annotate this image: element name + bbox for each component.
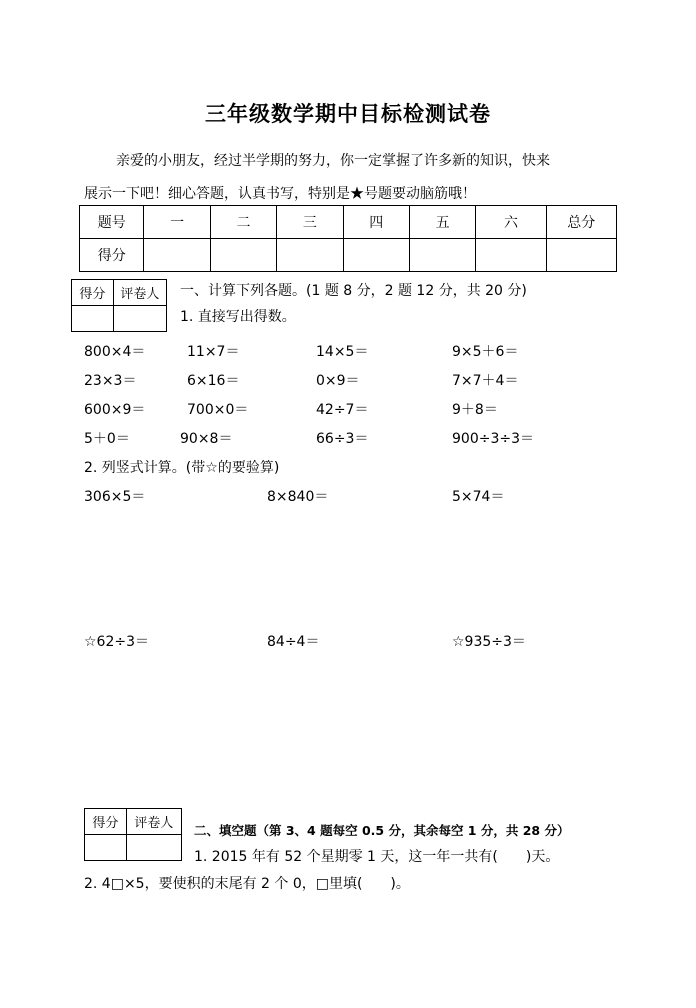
grader-score-label: 得分 [72, 280, 114, 306]
oral-problem: 66÷3＝ [316, 431, 369, 447]
grader-box-section-2 [84, 808, 182, 861]
section-2-q1: 1. 2015 年有 52 个星期零 1 天，这一年一共有( )天。 [194, 849, 560, 865]
intro-line-1: 亲爱的小朋友，经过半学期的努力，你一定掌握了许多新的知识，快来 [116, 153, 550, 169]
oral-problem: 6×16＝ [187, 373, 240, 389]
score-blank-cell[interactable] [210, 239, 276, 272]
score-blank-cell[interactable] [476, 239, 546, 272]
section-1-heading: 一、计算下列各题。(1 题 8 分，2 题 12 分，共 20 分) [180, 283, 527, 299]
score-table-cell: 六 [476, 206, 546, 239]
intro-line-2: 展示一下吧！细心答题，认真书写，特别是★号题要动脑筋哦！ [84, 186, 476, 202]
grader-score-label: 得分 [85, 809, 127, 835]
oral-problem: 600×9＝ [84, 402, 146, 418]
oral-problem: 0×9＝ [316, 373, 360, 389]
score-table-cell: 三 [277, 206, 343, 239]
score-blank-cell[interactable] [409, 239, 475, 272]
score-blank-cell[interactable] [277, 239, 343, 272]
grader-name-label: 评卷人 [113, 280, 166, 306]
score-table-cell: 题号 [80, 206, 144, 239]
grader-box-section-1 [71, 279, 167, 332]
oral-problem: 90×8＝ [180, 431, 233, 447]
score-table-cell: 二 [210, 206, 276, 239]
vertical-problem: ☆935÷3＝ [452, 634, 526, 650]
oral-problem: 42÷7＝ [316, 402, 369, 418]
page-title: 三年级数学期中目标检测试卷 [205, 102, 491, 126]
score-table-cell: 五 [409, 206, 475, 239]
grader-name-blank[interactable] [113, 306, 166, 332]
oral-problem: 9×5＋6＝ [452, 344, 519, 360]
oral-problem: 14×5＝ [316, 344, 369, 360]
score-table-cell: 得分 [80, 239, 144, 272]
grader-name-blank[interactable] [126, 835, 181, 861]
score-table-cell: 总分 [546, 206, 616, 239]
score-table-header-row [80, 206, 617, 239]
vertical-problem: 8×840＝ [267, 489, 329, 505]
score-table [79, 205, 617, 272]
section-2-heading: 二、填空题（第 3、4 题每空 0.5 分，其余每空 1 分，共 28 分） [194, 823, 570, 838]
score-table-cell: 一 [144, 206, 210, 239]
oral-problem: 23×3＝ [84, 373, 137, 389]
section-1-q2-title: 2. 列竖式计算。(带☆的要验算) [84, 460, 280, 476]
score-blank-cell[interactable] [144, 239, 210, 272]
score-blank-cell[interactable] [343, 239, 409, 272]
vertical-problem: 306×5＝ [84, 489, 146, 505]
section-2-q2: 2. 4□×5，要使积的末尾有 2 个 0，□里填( )。 [84, 876, 410, 892]
grader-name-label: 评卷人 [126, 809, 181, 835]
oral-problem: 900÷3÷3＝ [452, 431, 534, 447]
score-table-cell: 四 [343, 206, 409, 239]
oral-problem: 11×7＝ [187, 344, 240, 360]
oral-problem: 5＋0＝ [84, 431, 130, 447]
grader-score-blank[interactable] [85, 835, 127, 861]
vertical-problem: 84÷4＝ [267, 634, 320, 650]
score-table-score-row [80, 239, 617, 272]
grader-score-blank[interactable] [72, 306, 114, 332]
vertical-problem: ☆62÷3＝ [84, 634, 150, 650]
oral-problem: 7×7＋4＝ [452, 373, 519, 389]
oral-problem: 700×0＝ [187, 402, 249, 418]
score-blank-cell[interactable] [546, 239, 616, 272]
vertical-problem: 5×74＝ [452, 489, 505, 505]
oral-problem: 800×4＝ [84, 344, 146, 360]
oral-problem: 9＋8＝ [452, 402, 498, 418]
section-1-q1-title: 1. 直接写出得数。 [180, 309, 296, 325]
